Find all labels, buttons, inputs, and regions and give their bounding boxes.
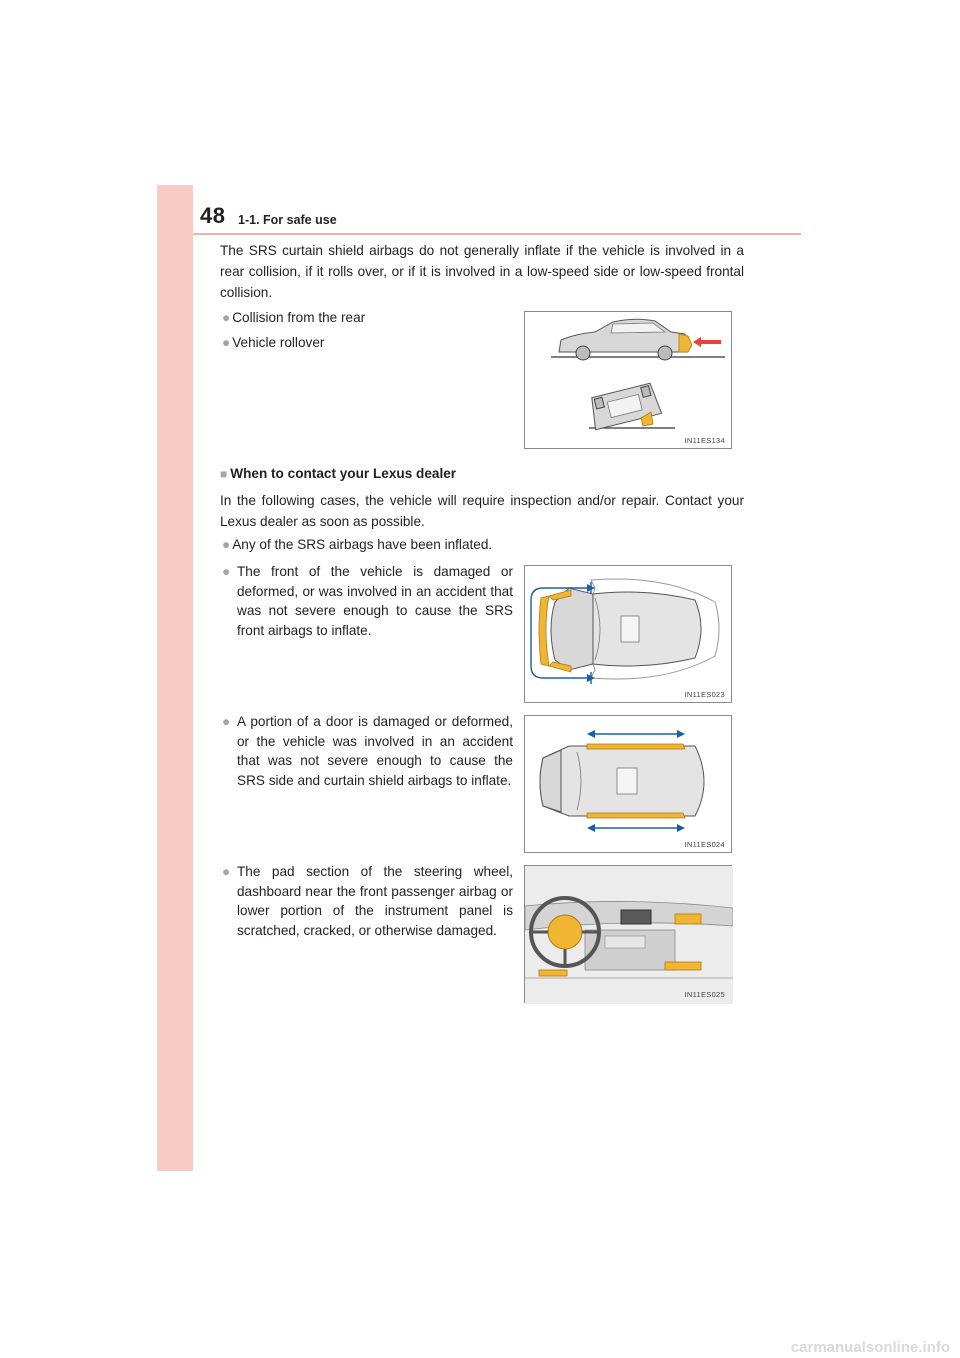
figure-code: IN11ES023 (684, 690, 725, 699)
figure-code: IN11ES024 (684, 840, 725, 849)
bullet-front-damage: ● The front of the vehicle is damaged or deformed, or was involved in an accident that was not severe enough to cause the SRS front airbags to inflate. (222, 564, 513, 638)
figure-code: IN11ES025 (684, 990, 725, 999)
bullet-icon: ● (222, 564, 231, 579)
door-damage-illustration (525, 716, 733, 854)
page-number: 48 (200, 203, 226, 228)
bullet-airbags-inflated: ● Any of the SRS airbags have been inflated. (222, 537, 493, 552)
bullet-pad-damage: ● The pad section of the steering wheel, dashboard near the front passenger airbag or lower portion of the instrument panel is scratched, cracked, or otherwise damaged. (222, 864, 513, 938)
intro-paragraph: The SRS curtain shield airbags do not generally inflate if the vehicle is involved in a rear collision, if it rolls over, or if it is involved in a low-speed side or low-speed frontal collision. (220, 243, 744, 300)
bullet-icon: ● (222, 537, 231, 552)
figure-door-damage (524, 715, 732, 853)
dealer-heading: ■ When to contact your Lexus dealer (220, 466, 457, 481)
front-damage-illustration (525, 566, 733, 704)
figure-code: IN11ES134 (684, 436, 725, 445)
bullet-icon: ● (222, 714, 231, 729)
bullet-icon: ● (222, 310, 231, 325)
dashboard-illustration (525, 866, 733, 1004)
header-rule (193, 233, 801, 235)
bullet-rear-collision: ● Collision from the rear (222, 310, 366, 325)
bullet-icon: ● (222, 335, 231, 350)
watermark: carmanualsonline.info (790, 1339, 950, 1356)
bullet-icon: ● (222, 864, 231, 879)
figure-front-damage (524, 565, 732, 703)
bullet-rollover: ● Vehicle rollover (222, 335, 325, 350)
section-title: 1-1. For safe use (238, 213, 337, 227)
figure-dashboard (524, 865, 732, 1003)
heading-square-icon: ■ (220, 467, 228, 481)
dealer-intro-paragraph: In the following cases, the vehicle will require inspection and/or repair. Contact your Lexus dealer as soon as possible. (220, 493, 744, 529)
rear-rollover-illustration (525, 312, 733, 450)
bullet-door-damage: ● A portion of a door is damaged or deformed, or the vehicle was involved in an accident that was not severe enough to cause the SRS side and curtain shield airbags to inflate. (222, 714, 513, 788)
figure-rear-rollover (524, 311, 732, 449)
chapter-side-band (157, 185, 193, 1171)
